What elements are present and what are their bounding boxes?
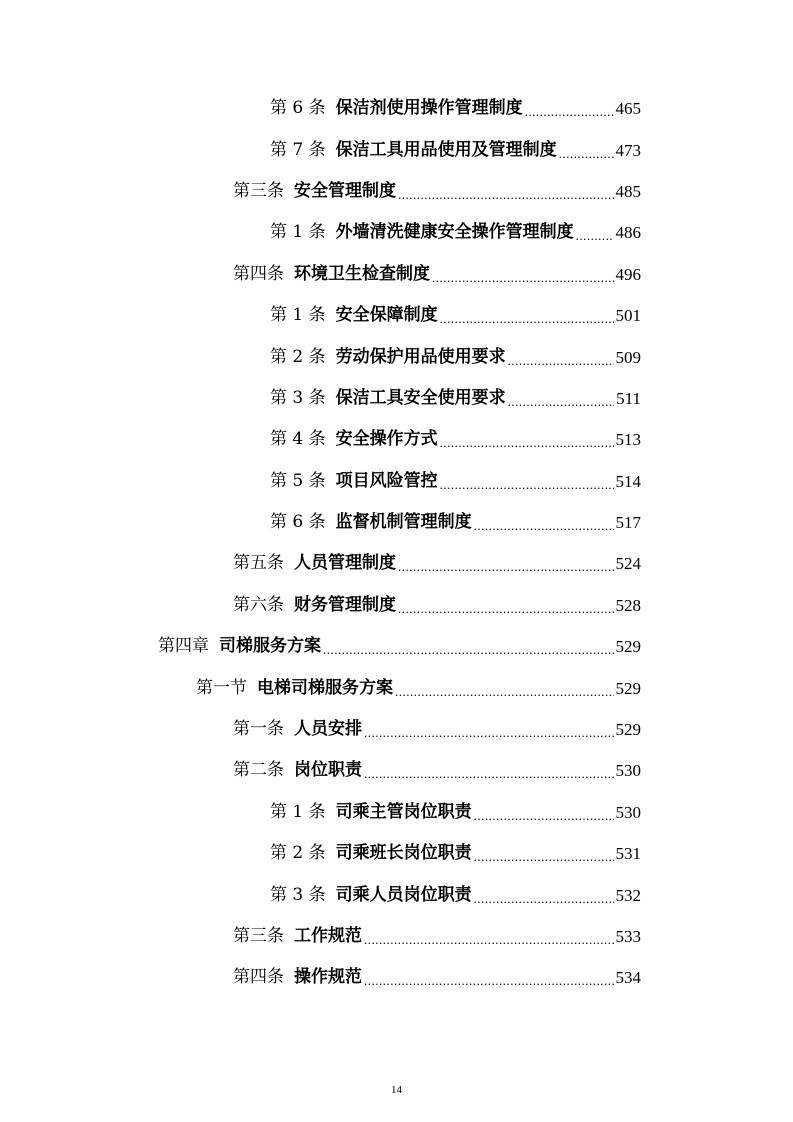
toc-entry-number: 第 5 条 <box>270 470 326 491</box>
toc-entry-number: 第 1 条 <box>270 222 326 243</box>
toc-entry[interactable] <box>0 461 793 502</box>
toc-entry[interactable] <box>0 88 793 129</box>
toc-dot-leader <box>364 974 614 987</box>
toc-entry-title: 外墙清洗健康安全操作管理制度 <box>335 222 574 243</box>
toc-dot-leader <box>474 809 614 822</box>
toc-entry-number: 第 6 条 <box>270 98 326 119</box>
toc-entry[interactable] <box>0 833 793 874</box>
toc-entry-number: 第二条 <box>233 760 284 781</box>
toc-entry-number: 第 6 条 <box>270 512 326 533</box>
toc-entry-number: 第一节 <box>196 677 247 698</box>
toc-entry-number: 第一条 <box>233 719 284 740</box>
toc-dot-leader <box>440 478 614 491</box>
toc-dot-leader <box>432 271 614 284</box>
toc-entry[interactable] <box>0 378 793 419</box>
toc-entry-title: 项目风险管控 <box>335 470 438 491</box>
toc-entry[interactable] <box>0 502 793 543</box>
toc-dot-leader <box>508 354 614 367</box>
toc-dot-leader <box>364 933 614 946</box>
toc-entry-title: 人员安排 <box>294 719 362 740</box>
toc-entry[interactable] <box>0 336 793 377</box>
toc-entry-title: 岗位职责 <box>294 760 362 781</box>
toc-dot-leader <box>474 850 614 863</box>
toc-entry-title: 安全管理制度 <box>294 180 396 201</box>
toc-entry[interactable] <box>0 709 793 750</box>
toc-entry-number: 第四条 <box>233 967 284 988</box>
toc-entry-number: 第 1 条 <box>270 801 326 822</box>
toc-entry-page: 511 <box>616 388 641 408</box>
toc-entry-title: 人员管理制度 <box>294 553 396 574</box>
toc-entry-page: 517 <box>615 513 641 533</box>
toc-dot-leader <box>364 767 614 780</box>
toc-entry-page: 473 <box>615 140 641 160</box>
toc-entry-number: 第 2 条 <box>270 843 326 864</box>
toc-dot-leader <box>576 229 614 242</box>
toc-dot-leader <box>474 892 614 905</box>
toc-dot-leader <box>398 560 614 573</box>
toc-entry-title: 保洁工具用品使用及管理制度 <box>335 139 557 160</box>
toc-dot-leader <box>364 726 614 739</box>
toc-entry-page: 529 <box>615 720 641 740</box>
toc-entry[interactable] <box>0 750 793 791</box>
toc-entry-page: 529 <box>615 637 641 657</box>
toc-entry-number: 第 4 条 <box>270 429 326 450</box>
toc-entry-title: 操作规范 <box>294 967 362 988</box>
table-of-contents <box>0 88 793 999</box>
toc-entry-page: 496 <box>615 264 641 284</box>
toc-entry-title: 司乘人员岗位职责 <box>335 884 472 905</box>
toc-entry-page: 486 <box>615 223 641 243</box>
toc-entry-title: 监督机制管理制度 <box>335 512 472 533</box>
toc-dot-leader <box>474 519 614 532</box>
toc-entry-page: 485 <box>615 181 641 201</box>
toc-dot-leader <box>398 188 614 201</box>
toc-entry-number: 第三条 <box>233 180 284 201</box>
toc-entry-page: 530 <box>615 761 641 781</box>
toc-entry[interactable] <box>0 957 793 998</box>
toc-entry[interactable] <box>0 916 793 957</box>
toc-entry-title: 财务管理制度 <box>294 594 396 615</box>
toc-entry-title: 保洁剂使用操作管理制度 <box>335 98 523 119</box>
toc-entry-title: 劳动保护用品使用要求 <box>335 346 506 367</box>
toc-entry[interactable] <box>0 254 793 295</box>
toc-entry[interactable] <box>0 171 793 212</box>
toc-dot-leader <box>440 436 614 449</box>
toc-entry-number: 第 3 条 <box>270 387 326 408</box>
toc-entry[interactable] <box>0 792 793 833</box>
toc-entry-title: 电梯司梯服务方案 <box>257 677 393 698</box>
toc-entry-page: 509 <box>615 347 641 367</box>
toc-entry[interactable] <box>0 626 793 667</box>
toc-entry-number: 第 2 条 <box>270 346 326 367</box>
toc-entry[interactable] <box>0 874 793 915</box>
toc-entry-number: 第三条 <box>233 926 284 946</box>
toc-entry-title: 工作规范 <box>294 926 362 946</box>
toc-entry-title: 司乘主管岗位职责 <box>335 801 472 822</box>
toc-entry-title: 安全操作方式 <box>335 429 438 450</box>
toc-entry-page: 531 <box>615 844 641 864</box>
toc-entry-page: 533 <box>615 927 641 946</box>
toc-dot-leader <box>508 395 615 408</box>
toc-entry-number: 第 3 条 <box>270 884 326 905</box>
toc-entry-page: 514 <box>615 471 641 491</box>
toc-dot-leader <box>440 312 614 325</box>
toc-entry-title: 司梯服务方案 <box>219 636 321 657</box>
toc-dot-leader <box>559 147 614 160</box>
toc-entry[interactable] <box>0 585 793 626</box>
toc-entry-page: 524 <box>615 554 641 574</box>
toc-entry-title: 安全保障制度 <box>335 305 438 326</box>
toc-entry-title: 保洁工具安全使用要求 <box>335 387 506 408</box>
toc-entry-page: 530 <box>615 802 641 822</box>
toc-entry[interactable] <box>0 667 793 708</box>
toc-entry-number: 第 1 条 <box>270 305 326 326</box>
toc-entry-page: 528 <box>615 595 641 615</box>
toc-entry[interactable] <box>0 543 793 584</box>
toc-entry[interactable] <box>0 212 793 253</box>
toc-entry-number: 第五条 <box>233 553 284 574</box>
toc-entry-title: 环境卫生检查制度 <box>294 263 430 284</box>
toc-entry[interactable] <box>0 129 793 170</box>
toc-entry[interactable] <box>0 295 793 336</box>
toc-dot-leader <box>525 105 614 118</box>
toc-entry-page: 501 <box>615 306 641 326</box>
toc-entry-number: 第四条 <box>233 263 284 284</box>
toc-entry-page: 534 <box>615 968 641 988</box>
toc-entry-number: 第六条 <box>233 594 284 615</box>
toc-entry-page: 513 <box>615 430 641 450</box>
footer-page-number: 14 <box>391 1084 402 1096</box>
toc-entry-number: 第 7 条 <box>270 139 326 160</box>
toc-entry-page: 532 <box>615 885 641 905</box>
toc-entry-page: 529 <box>615 678 641 698</box>
toc-dot-leader <box>398 602 614 615</box>
toc-entry-page: 465 <box>615 99 641 119</box>
toc-entry-title: 司乘班长岗位职责 <box>335 843 472 864</box>
toc-dot-leader <box>395 685 614 698</box>
toc-dot-leader <box>323 643 614 656</box>
toc-entry-number: 第四章 <box>158 636 209 657</box>
toc-entry[interactable] <box>0 419 793 460</box>
